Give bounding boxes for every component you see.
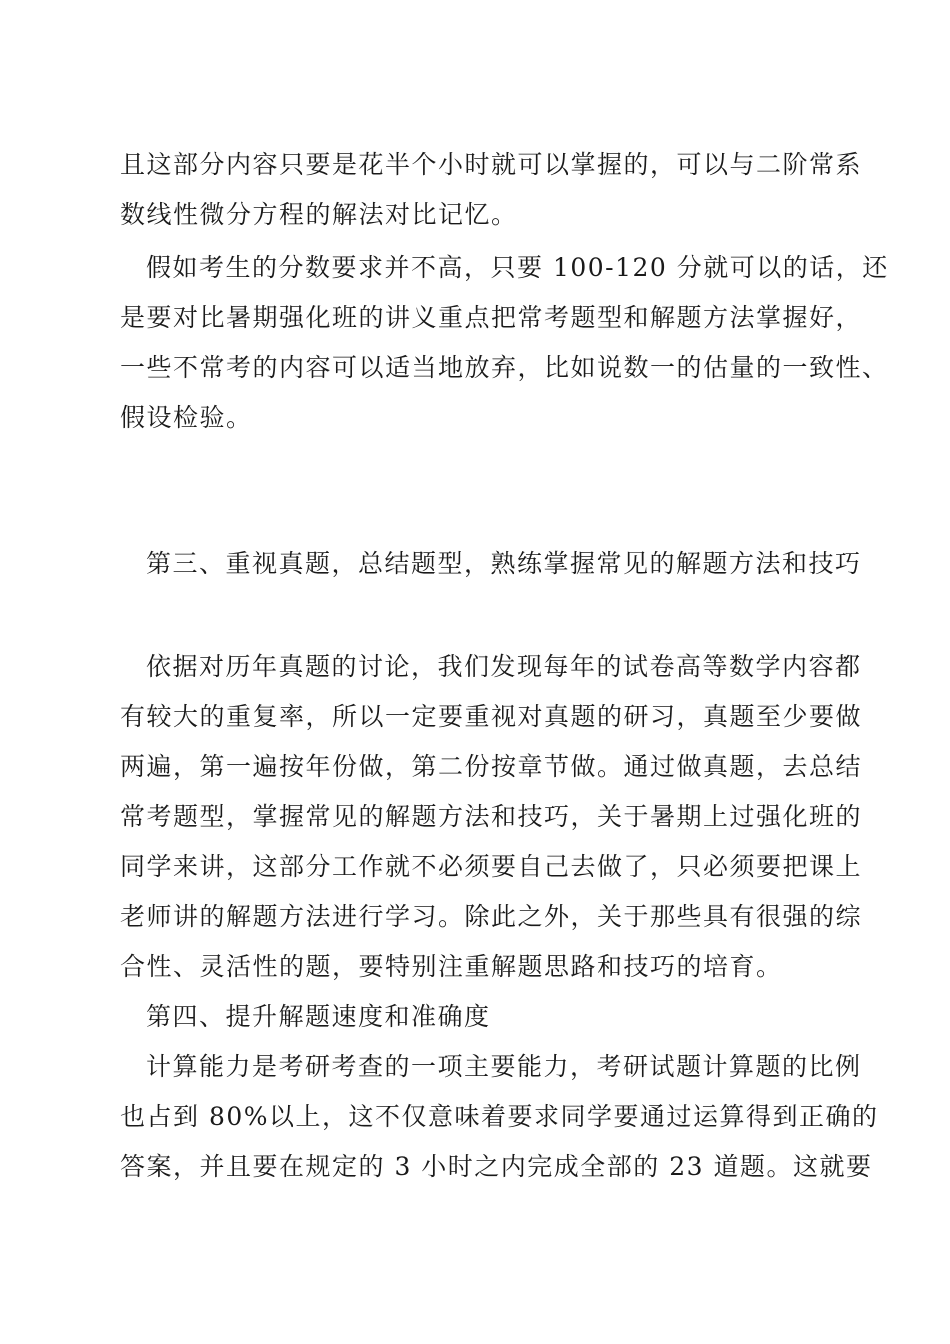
text-line: 合性、灵活性的题，要特别注重解题思路和技巧的培育。 <box>120 952 783 981</box>
text-line: 假如考生的分数要求并不高，只要 100-120 分就可以的话，还 <box>146 253 889 282</box>
text-line: 且这部分内容只要是花半个小时就可以掌握的，可以与二阶常系 <box>120 150 863 179</box>
text-line: 也占到 80%以上，这不仅意味着要求同学要通过运算得到正确的 <box>120 1102 879 1131</box>
text-line: 答案，并且要在规定的 3 小时之内完成全部的 23 道题。这就要 <box>120 1152 873 1181</box>
text-line: 老师讲的解题方法进行学习。除此之外，关于那些具有很强的综 <box>120 902 863 931</box>
text-line: 是要对比暑期强化班的讲义重点把常考题型和解题方法掌握好， <box>120 303 863 332</box>
text-line: 假设检验。 <box>120 403 253 432</box>
text-line: 同学来讲，这部分工作就不必须要自己去做了，只必须要把课上 <box>120 852 863 881</box>
text-line: 两遍，第一遍按年份做，第二份按章节做。通过做真题，去总结 <box>120 752 863 781</box>
text-line: 计算能力是考研考查的一项主要能力，考研试题计算题的比例 <box>146 1052 862 1081</box>
section-heading: 第四、提升解题速度和准确度 <box>146 1002 491 1031</box>
section-heading: 第三、重视真题，总结题型，熟练掌握常见的解题方法和技巧 <box>146 549 862 578</box>
text-line: 依据对历年真题的讨论，我们发现每年的试卷高等数学内容都 <box>146 652 862 681</box>
text-line: 常考题型，掌握常见的解题方法和技巧，关于暑期上过强化班的 <box>120 802 863 831</box>
text-line: 有较大的重复率，所以一定要重视对真题的研习，真题至少要做 <box>120 702 863 731</box>
text-line: 一些不常考的内容可以适当地放弃，比如说数一的估量的一致性、 <box>120 353 889 382</box>
text-line: 数线性微分方程的解法对比记忆。 <box>120 200 518 229</box>
